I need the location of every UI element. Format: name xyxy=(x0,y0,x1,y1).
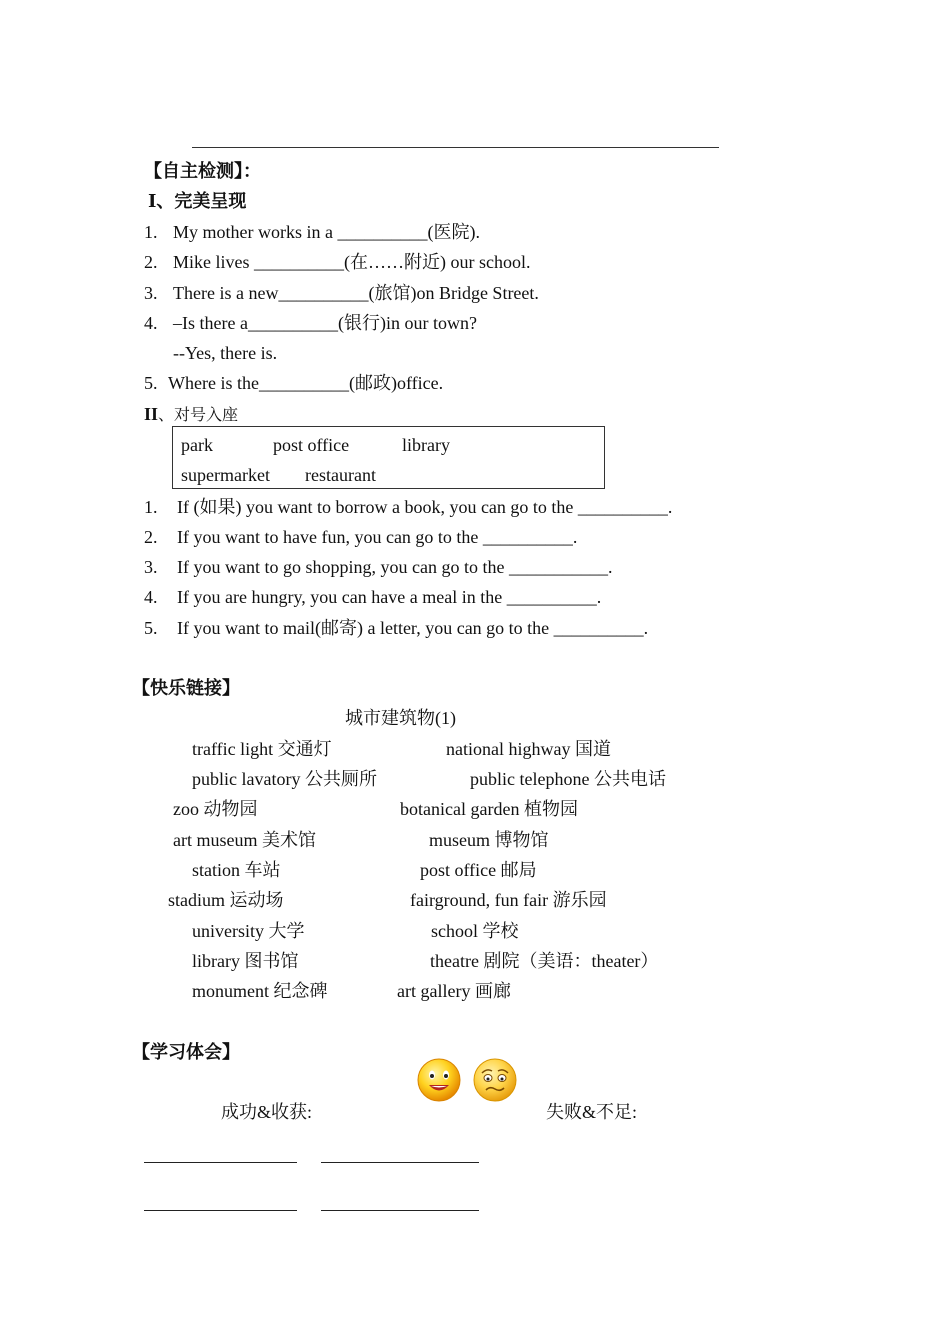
part1-item-2-text: Mike lives __________(在……附近) our school. xyxy=(173,252,531,272)
vocab-right-3: botanical garden 植物园 xyxy=(400,799,578,819)
part2-item-5-text: If you want to mail(邮寄) a letter, you can go to the __________. xyxy=(177,618,649,638)
part2-item-4-text: If you are hungry, you can have a meal in the __________. xyxy=(177,587,602,607)
part1-item-3-num: 3. xyxy=(144,283,158,303)
word-supermarket: supermarket xyxy=(181,465,270,485)
vocab-left-8: library 图书馆 xyxy=(192,951,299,971)
vocab-right-8: theatre 剧院（美语：theater） xyxy=(430,951,659,971)
vocab-left-6: stadium 运动场 xyxy=(168,890,284,910)
top-rule xyxy=(192,147,719,148)
part2-item-1-text: If (如果) you want to borrow a book, you can go to the __________. xyxy=(177,497,673,517)
vocab-left-2: public lavatory 公共厕所 xyxy=(192,769,377,789)
vocab-title: 城市建筑物(1) xyxy=(345,708,456,728)
vocab-right-6: fairground, fun fair 游乐园 xyxy=(410,890,607,910)
part2-item-3-num: 3. xyxy=(144,557,158,577)
part2-item-5-num: 5. xyxy=(144,618,158,638)
part2-item-2-text: If you want to have fun, you can go to the __________. xyxy=(177,527,578,547)
answer-line xyxy=(321,1162,479,1163)
answer-line xyxy=(321,1210,479,1211)
vocab-left-3: zoo 动物园 xyxy=(173,799,258,819)
vocab-left-4: art museum 美术馆 xyxy=(173,830,316,850)
part1-item-5-num: 5. xyxy=(144,373,158,393)
part1-item-2-num: 2. xyxy=(144,252,158,272)
failure-label: 失败&不足: xyxy=(546,1102,638,1122)
success-label: 成功&收获: xyxy=(221,1102,313,1122)
vocab-right-4: museum 博物馆 xyxy=(429,830,549,850)
part2-item-4-num: 4. xyxy=(144,587,158,607)
part2-roman: II xyxy=(144,404,159,424)
part2-title-text: 、对号入座 xyxy=(158,407,239,424)
part1-item-4-num: 4. xyxy=(144,313,158,333)
part1-item-3-text: There is a new__________(旅馆)on Bridge Street. xyxy=(173,283,539,303)
vocab-right-5: post office 邮局 xyxy=(420,860,537,880)
reflection-header: 【学习体会】 xyxy=(132,1042,240,1062)
vocab-right-1: national highway 国道 xyxy=(446,739,611,759)
happy-link-header: 【快乐链接】 xyxy=(132,678,240,698)
vocab-right-7: school 学校 xyxy=(431,921,519,941)
self-check-header: 【自主检测】： xyxy=(144,161,261,181)
part1-item-1-text: My mother works in a __________(医院). xyxy=(173,222,480,242)
part1-item-1-num: 1. xyxy=(144,222,158,242)
word-library: library xyxy=(402,435,450,455)
worried-face-icon xyxy=(473,1058,517,1102)
part2-item-1-num: 1. xyxy=(144,497,158,517)
happy-face-icon xyxy=(417,1058,461,1102)
part2-item-3-text: If you want to go shopping, you can go to the ___________. xyxy=(177,557,613,577)
part1-title: Ⅰ、完美呈现 xyxy=(148,191,247,211)
word-park: park xyxy=(181,435,213,455)
vocab-left-1: traffic light 交通灯 xyxy=(192,739,332,759)
part2-title xyxy=(144,403,238,427)
vocab-left-5: station 车站 xyxy=(192,860,281,880)
word-restaurant: restaurant xyxy=(305,465,376,485)
vocab-left-9: monument 纪念碑 xyxy=(192,981,328,1001)
answer-line xyxy=(144,1210,297,1211)
word-post-office: post office xyxy=(273,435,350,455)
part1-item-5-text: Where is the__________(邮政)office. xyxy=(168,373,444,393)
answer-line xyxy=(144,1162,297,1163)
part1-item-4-text: –Is there a__________(银行)in our town? xyxy=(173,313,477,333)
vocab-left-7: university 大学 xyxy=(192,921,305,941)
part1-item-4-answer: --Yes, there is. xyxy=(173,343,278,363)
part2-item-2-num: 2. xyxy=(144,527,158,547)
vocab-right-9: art gallery 画廊 xyxy=(397,981,511,1001)
vocab-right-2: public telephone 公共电话 xyxy=(470,769,666,789)
